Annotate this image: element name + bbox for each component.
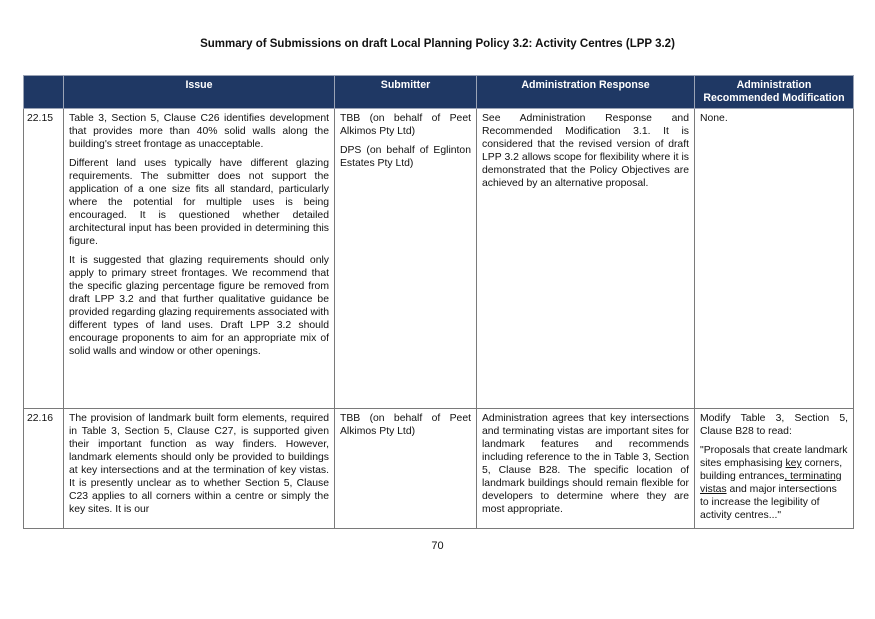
modification-paragraph: None. <box>700 113 728 124</box>
modification-cell <box>695 409 854 529</box>
header-response: Administration Response <box>477 76 695 109</box>
modification-cell <box>695 109 854 409</box>
submitter-cell <box>335 409 477 529</box>
submitter-entry: TBB (on behalf of Peet Alkimos Pty Ltd) <box>340 413 471 437</box>
issue-paragraph: The provision of landmark built form elements, required in Table 3, Section 5, Clause C27, is supported given their important function as way finders. However, landmark elements should only be provided to buildings at key intersections and at the termination of key vistas. It is presently unclear as to whether Section 5, Clause C23 applies to all corners within a centre or simply the key sites. It is our <box>69 413 329 515</box>
modification-quote <box>700 444 848 522</box>
row-number: 22.16 <box>24 409 64 529</box>
table-row <box>24 109 854 409</box>
header-issue: Issue <box>64 76 335 109</box>
submissions-table <box>23 75 854 529</box>
table-row <box>24 409 854 529</box>
issue-cell <box>64 409 335 529</box>
underlined-insertion: key <box>785 458 802 469</box>
page-number: 70 <box>431 540 444 552</box>
issue-paragraph: Different land uses typically have different glazing requirements. The submitter does not support the application of a one size fits all standard, particularly where the potential for multiple uses is being encouraged. It is questioned whether detailed architectural input has been provided in determining this figure. <box>69 158 329 247</box>
quote-text: and major intersections to increase the legibility of activity centres..." <box>700 484 837 521</box>
issue-cell <box>64 109 335 409</box>
submitter-cell <box>335 109 477 409</box>
submitter-entry: TBB (on behalf of Peet Alkimos Pty Ltd) <box>340 113 471 137</box>
document-title: Summary of Submissions on draft Local Planning Policy 3.2: Activity Centres (LPP 3.2) <box>200 38 675 50</box>
quote-text: "Proposals that create landmark sites emphasising <box>700 445 848 469</box>
header-number <box>24 76 64 109</box>
submitter-entry: DPS (on behalf of Eglinton Estates Pty Ltd) <box>340 145 471 169</box>
issue-paragraph: It is suggested that glazing requirements should only apply to primary street frontages. We recommend that the specific glazing percentage figure be removed from draft LPP 3.2 and that further qualitative guidance be provided regarding glazing requirements associated with different types of land uses. Draft LPP 3.2 should encourage proponents to aim for an appropriate mix of solid walls and window or other openings. <box>69 255 329 357</box>
header-submitter: Submitter <box>335 76 477 109</box>
issue-paragraph: Table 3, Section 5, Clause C26 identifies development that provides more than 40% solid walls along the building's street frontage as unacceptable. <box>69 113 329 150</box>
modification-paragraph: Modify Table 3, Section 5, Clause B28 to read: <box>700 413 848 437</box>
header-modification: Administration Recommended Modification <box>695 76 854 109</box>
quote-text: corners, building entrances <box>700 458 843 482</box>
underlined-insertion: , terminating vistas <box>700 471 842 495</box>
table-header-row <box>24 76 854 109</box>
response-cell <box>477 109 695 409</box>
row-number: 22.15 <box>24 109 64 409</box>
response-paragraph: See Administration Response and Recommended Modification 3.1. It is considered that the revised version of draft LPP 3.2 allows scope for flexibility where it is demonstrated that the Policy Objectives are achieved by an alternative proposal. <box>482 113 689 189</box>
response-paragraph: Administration agrees that key intersections and terminating vistas are important sites for landmark features and recommends including reference to the in Table 3, Section 5, Clause B28. The specific location of landmark buildings should remain flexible for developers to determine where they are most appropriate. <box>482 413 689 515</box>
response-cell <box>477 409 695 529</box>
